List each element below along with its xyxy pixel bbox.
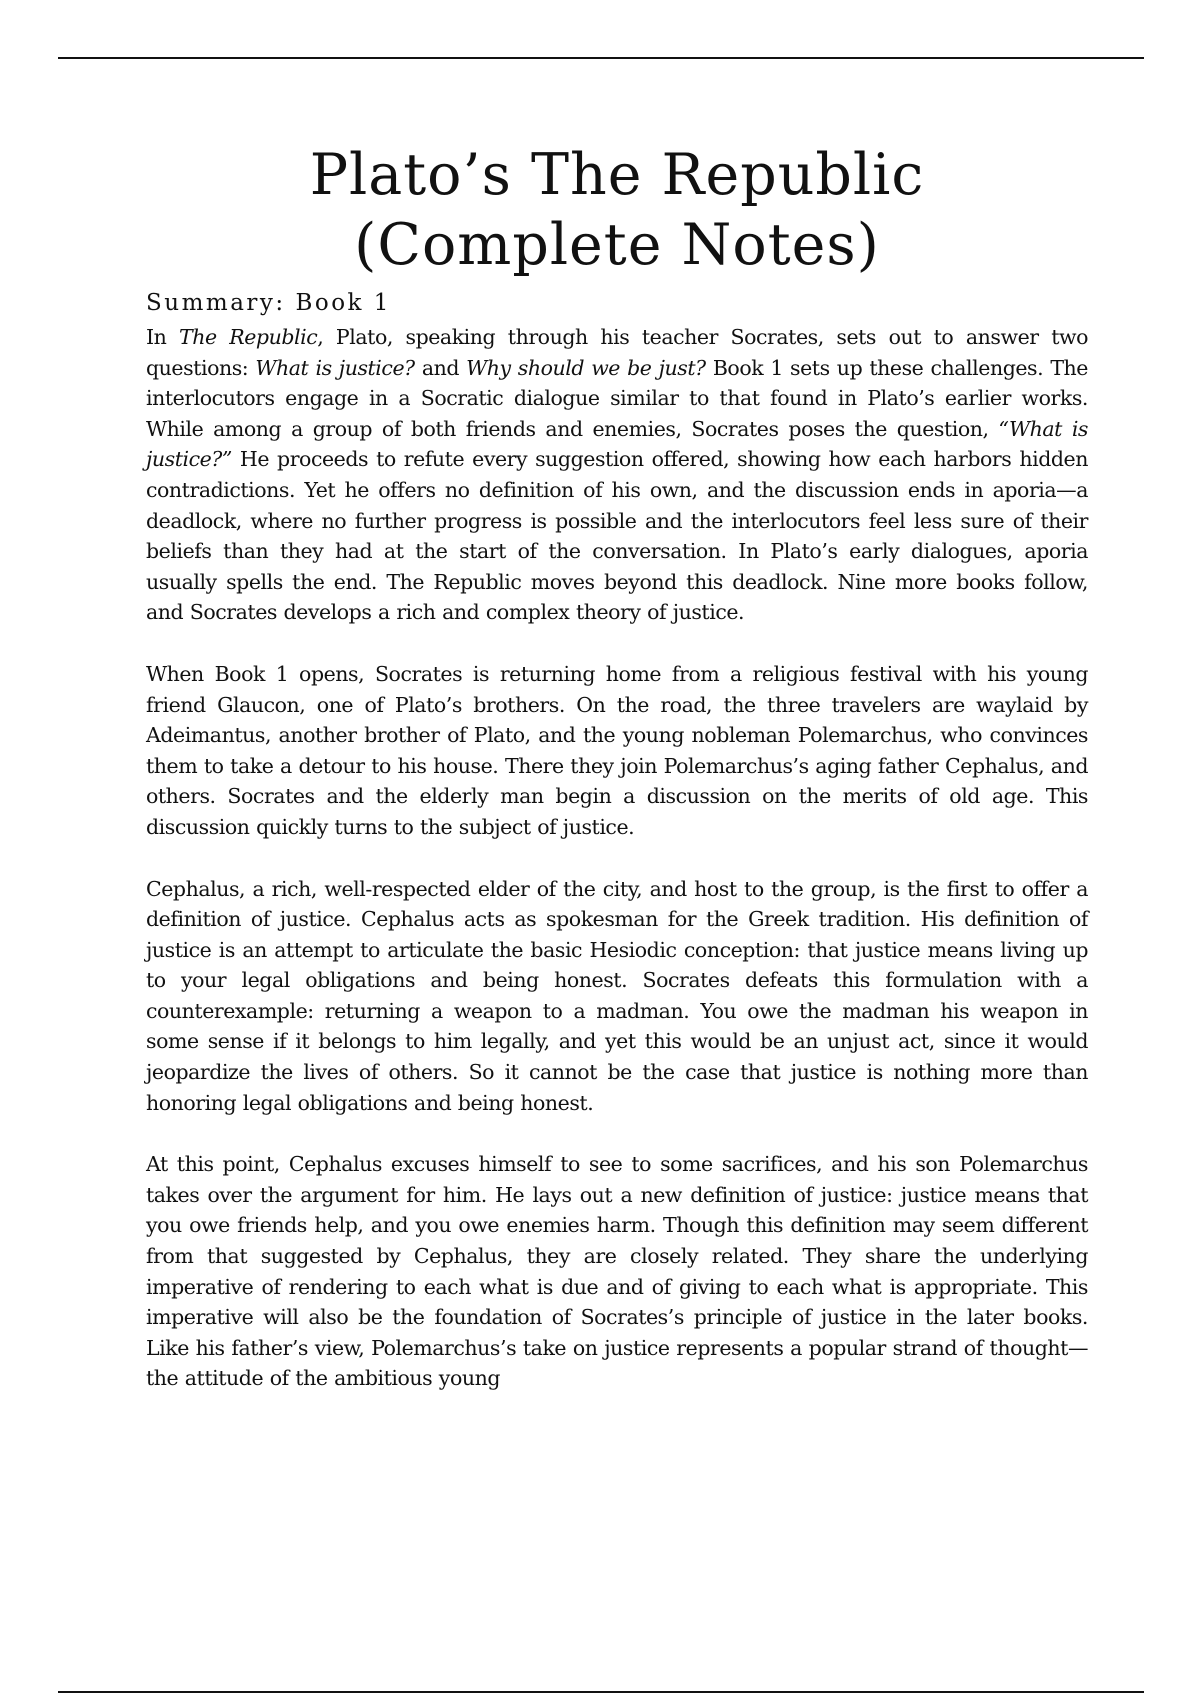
paragraph-1-text: Book 1 sets up these challenges. The interlocutors engage in a Socratic dialogue similar to that found in Plato’s earlier works. While among a group of both friends and enemies, Socrates poses the question,	[146, 355, 1088, 441]
paragraph-1-text: In	[146, 325, 179, 349]
quoted-question-italic: “What is justice?”	[146, 416, 1088, 472]
question-italic: Why should we be just?	[466, 355, 706, 380]
paragraph-1-text: and	[414, 355, 467, 380]
question-italic: What is justice?	[255, 355, 415, 380]
paragraph-2: When Book 1 opens, Socrates is returning home from a religious festival with his young friend Glaucon, one of Plato’s brothers. On the road, the three travelers are waylaid by Adeimantus, another brother of Plato, and the young nobleman Polemarchus, who convinces them to take a detour to his house. There they join Polemarchus’s aging father Cephalus, and others. Socrates and the elderly man begin a discussion on the merits of old age. This discussion quickly turns to the subject of justice.	[146, 661, 1088, 839]
section-heading: Summary: Book 1	[146, 290, 391, 316]
paragraph-1-text: , Plato, speaking through his teacher Socrates, sets out to answer two questions:	[146, 325, 1088, 380]
document-title	[146, 140, 1088, 280]
title-line-1: Plato’s The Republic	[309, 142, 925, 208]
paragraph-1	[146, 322, 1088, 628]
paragraph-4: At this point, Cephalus excuses himself to see to some sacrifices, and his son Polemarchus takes over the argument for him. He lays out a new definition of justice: justice means that you owe friends help, and you owe enemies harm. Though this definition may seem different from that suggested by Cephalus, they are closely related. They share the underlying imperative of rendering to each what is due and of giving to each what is appropriate. This imperative will also be the foundation of Socrates’s principle of justice in the later books. Like his father’s view, Polemarchus’s take on justice represents a popular strand of thought—the attitude of the ambitious young	[146, 1152, 1088, 1391]
paragraph-1-text: He proceeds to refute every suggestion offered, showing how each harbors hidden contradictions. Yet he offers no definition of his own, and the discussion ends in aporia—a deadlock, where no further progress is possible and the interlocutors feel less sure of their beliefs than they had at the start of the conversation. In Plato’s early dialogues, aporia usually spells the end. The Republic moves beyond this deadlock. Nine more books follow, and Socrates develops a rich and complex theory of justice.	[146, 447, 1088, 625]
book-title-italic: The Republic	[179, 325, 318, 349]
title-line-2: (Complete Notes)	[354, 212, 880, 278]
document-page	[146, 140, 1088, 1394]
paragraph-3: Cephalus, a rich, well-respected elder of the city, and host to the group, is the first to offer a definition of justice. Cephalus acts as spokesman for the Greek tradition. His definition of justice is an attempt to articulate the basic Hesiodic conception: that justice means living up to your legal obligations and being honest. Socrates defeats this formulation with a counterexample: returning a weapon to a madman. You owe the madman his weapon in some sense if it belongs to him legally, and yet this would be an unjust act, since it would jeopardize the lives of others. So it cannot be the case that justice is nothing more than honoring legal obligations and being honest.	[146, 876, 1088, 1115]
bottom-rule	[58, 1691, 1144, 1693]
top-rule	[58, 57, 1144, 59]
